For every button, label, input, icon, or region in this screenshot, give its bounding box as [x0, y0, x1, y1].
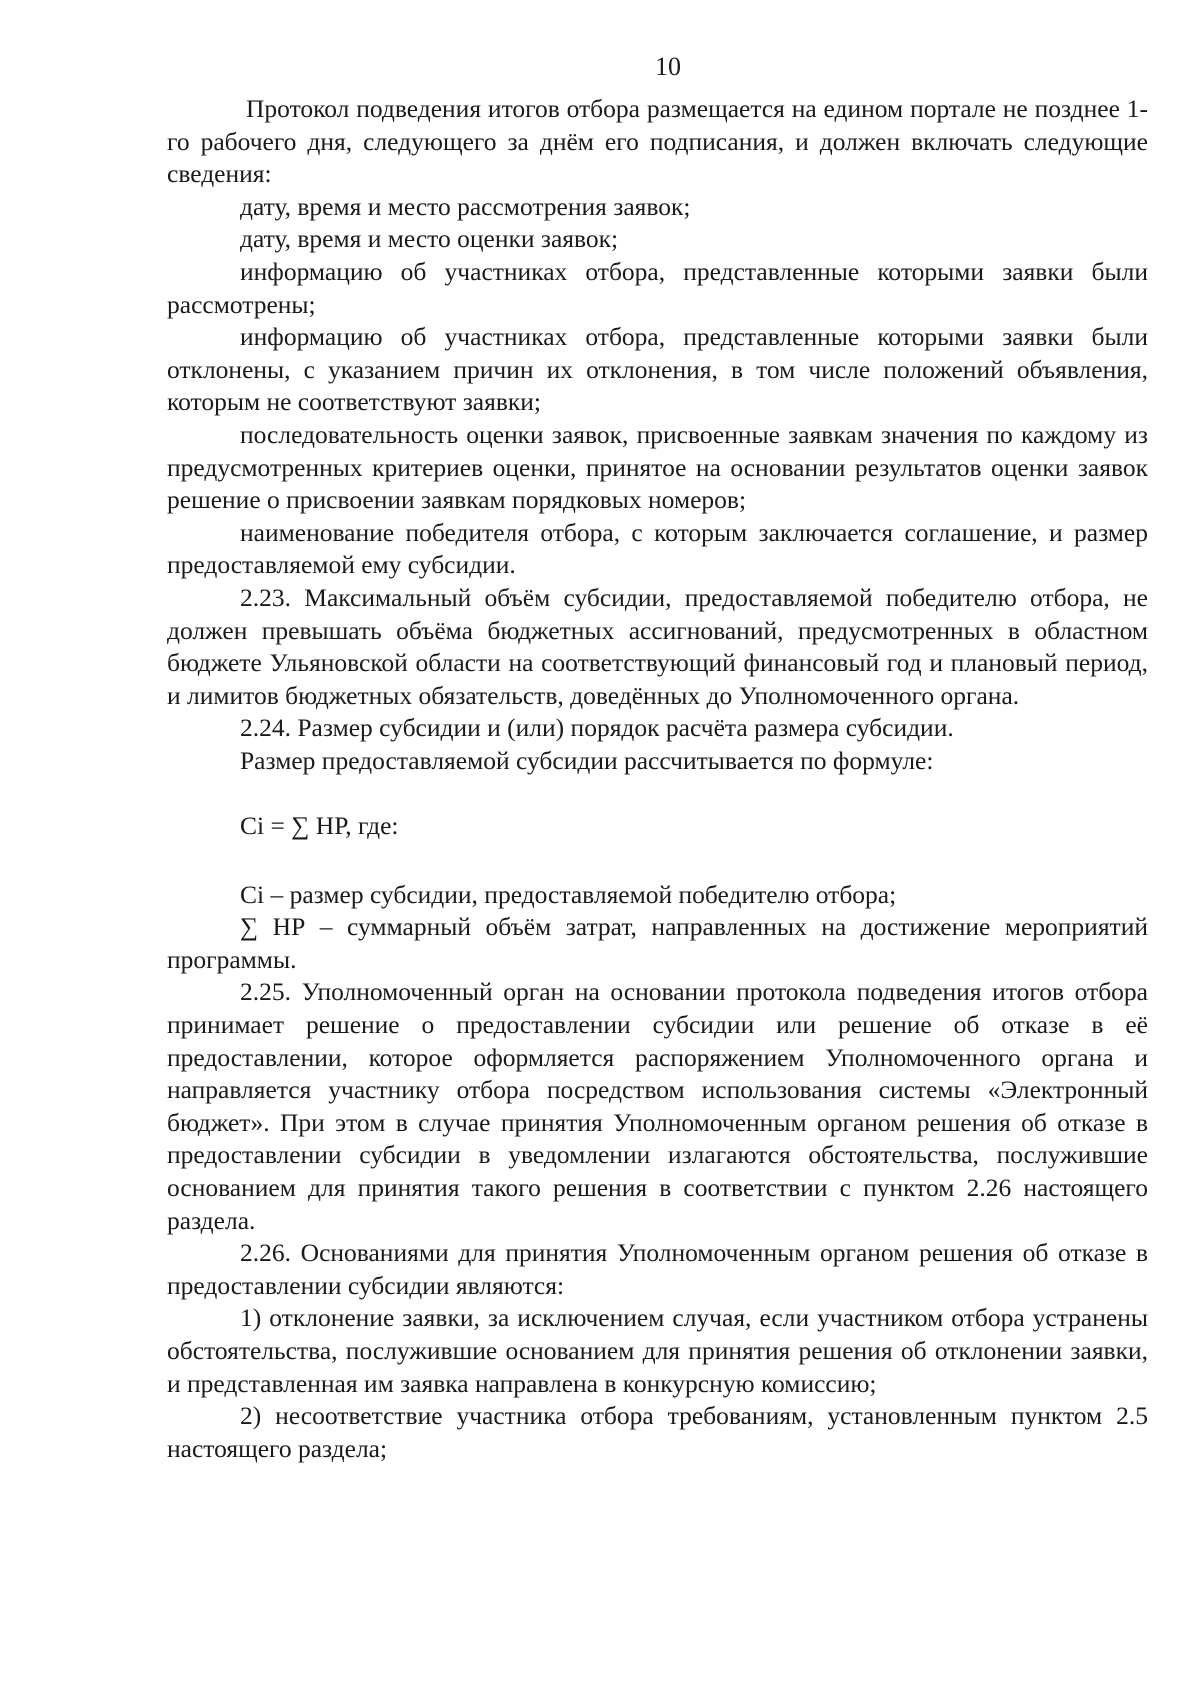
spacer: [167, 843, 1148, 879]
paragraph-2-25: 2.25. Уполномоченный орган на основании протокола подведения итогов отбора принимает решение о предоставлении субсидии или решение об отказе в её предоставлении, которое оформляется распоряжением Уполномоченного органа и направляется участнику отбора посредством использования системы «Электронный бюджет». При этом в случае принятия Уполномоченным органом решения об отказе в предоставлении субсидии в уведомлении излагаются обстоятельства, послужившие основанием для принятия такого решения в соответствии с пунктом 2.26 настоящего раздела.: [167, 977, 1148, 1235]
definition-ci: Ci – размер субсидии, предоставляемой победителю отбора;: [240, 879, 897, 909]
paragraph-2-24: 2.24. Размер субсидии и (или) порядок расчёта размера субсидии.: [240, 713, 954, 743]
list-item-rejected-participants: информацию об участниках отбора, представленные которыми заявки были отклонены, с указанием причин их отклонения, в том числе положений объявления, которым не соответствуют заявки;: [167, 322, 1148, 417]
list-item-evaluation-sequence: последовательность оценки заявок, присвоенные заявкам значения по каждому из предусмотренных критериев оценки, принятое на основании результатов оценки заявок решение о присвоении заявкам порядковых номеров;: [167, 419, 1148, 515]
page-number: 10: [655, 52, 681, 81]
spacer: [167, 777, 1148, 810]
document-body: [167, 93, 1148, 1465]
paragraph-protocol-intro: Протокол подведения итогов отбора размещается на едином портале не позднее 1-го рабочего дня, следующего за днём его подписания, и должен включать следующие сведения:: [167, 94, 1148, 189]
list-item-reviewed-participants: информацию об участниках отбора, представленные которыми заявки были рассмотрены;: [167, 256, 1148, 319]
list-item-evaluation-date: дату, время и место оценки заявок;: [240, 224, 619, 254]
list-item-review-date: дату, время и место рассмотрения заявок;: [240, 191, 691, 221]
definition-sum-hp: ∑ НР – суммарный объём затрат, направленных на достижение мероприятий программы.: [167, 912, 1148, 974]
formula: Ci = ∑ НР, где:: [240, 811, 399, 841]
paragraph-formula-intro: Размер предоставляемой субсидии рассчитывается по формуле:: [240, 745, 934, 775]
paragraph-2-26: 2.26. Основаниями для принятия Уполномоченным органом решения об отказе в предоставлении субсидии являются:: [167, 1238, 1148, 1300]
list-item-winner-name: наименование победителя отбора, с которым заключается соглашение, и размер предоставляемой ему субсидии.: [167, 517, 1148, 580]
list-item-rejection: 1) отклонение заявки, за исключением случая, если участником отбора устранены обстоятельства, послужившие основанием для принятия решения об отклонении заявки, и представленная им заявка направлена в конкурсную комиссию;: [167, 1303, 1148, 1398]
paragraph-2-23: 2.23. Максимальный объём субсидии, предоставляемой победителю отбора, не должен превышать объёма бюджетных ассигнований, предусмотренных в областном бюджете Ульяновской области на соответствующий финансовый год и плановый период, и лимитов бюджетных обязательств, доведённых до Уполномоченного органа.: [167, 582, 1148, 710]
list-item-noncompliance: 2) несоответствие участника отбора требованиям, установленным пунктом 2.5 настоящего раздела;: [167, 1401, 1148, 1463]
